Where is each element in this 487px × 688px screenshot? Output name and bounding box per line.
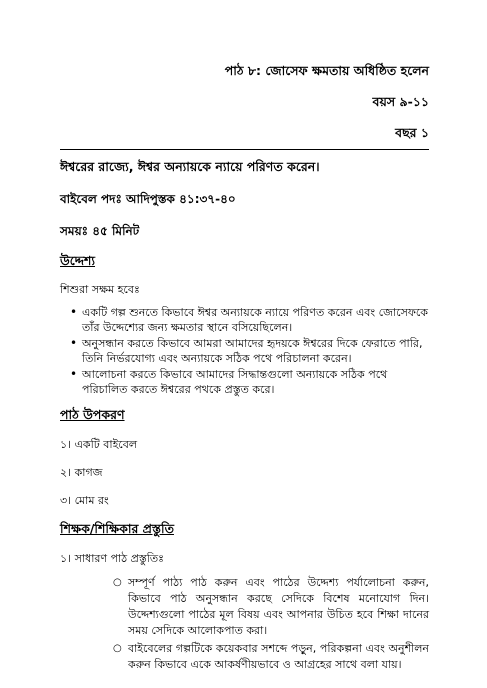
prep-sublist	[60, 575, 429, 673]
objective-item: • অনুসন্ধান করতে কিভাবে আমরা আমাদের হৃদয়কে ঈশ্বরের দিকে ফেরাতে পারি, তিনি নির্ভরযোগ্য এবং অন্যায়কে সঠিক পথে পরিচালনা করেন।	[82, 336, 429, 366]
year-label: বছর ১	[60, 125, 429, 150]
teacher-prep-heading: শিক্ষক/শিক্ষিকার প্রস্তুতি	[60, 521, 174, 536]
objective-item: • একটি গল্প শুনতে কিভাবে ঈশ্বর অন্যায়কে ন্যায়ে পরিণত করেন এবং জোসেফকে তাঁর উদ্দেশ্যের জন্য ক্ষমতার স্থানে বসিয়েছিলেন।	[82, 305, 429, 335]
age-range: বয়স ৯-১১	[372, 94, 429, 109]
objective-item: • আলোচনা করতে কিভাবে আমাদের সিদ্ধান্তগুলো অন্যায়কে সঠিক পথে পরিচালিত করতে ঈশ্বরের পথকে প্রস্তুত করে।	[82, 367, 429, 397]
lesson-time: সময়ঃ ৪৫ মিনিট	[60, 224, 140, 238]
objectives-heading: উদ্দেশ্য	[60, 253, 96, 268]
material-item: ১। একটি বাইবেল	[60, 438, 138, 451]
lesson-title: পাঠ ৮: জোসেফ ক্ষমতায় অধিষ্ঠিত হলেন	[224, 63, 429, 78]
prep-sub-item: ○ বাইবেলের গল্পটিকে কয়েকবার সশব্দে পড়ুন, পরিকল্পনা এবং অনুশীলন করুন কিভাবে একে আকর্ষণীয়ভাবে ও আগ্রহের সাথে বলা যায়।	[128, 641, 429, 673]
objectives-intro: শিশুরা সক্ষম হবেঃ	[60, 283, 140, 296]
prep-sub-item: ○ সম্পূর্ণ পাঠ্য পাঠ করুন এবং পাঠের উদ্দেশ্য পর্যালোচনা করুন, কিভাবে পাঠ অনুসন্ধান করছে সেদিকে বিশেষ মনোযোগ দিন। উদ্দেশ্যগুলো পাঠের মূল বিষয় এবং আপনার উচিত হবে শিক্ষা দানের সময় সেদিকে আলোকপাত করা।	[128, 575, 429, 639]
bible-passage: বাইবেল পদঃ আদিপুস্তক ৪১:৩৭-৪০	[60, 192, 236, 206]
objectives-list	[60, 305, 429, 397]
material-item: ৩। মোম রং	[60, 494, 109, 507]
materials-heading: পাঠ উপকরণ	[60, 407, 125, 422]
material-item: ২। কাগজ	[60, 466, 103, 479]
main-heading: ঈশ্বরের রাজ্যে, ঈশ্বর অন্যায়কে ন্যায়ে পরিণত করেন।	[60, 159, 320, 174]
prep-step: ১। সাধারণ পাঠ প্রস্তুতিঃ	[60, 552, 164, 565]
